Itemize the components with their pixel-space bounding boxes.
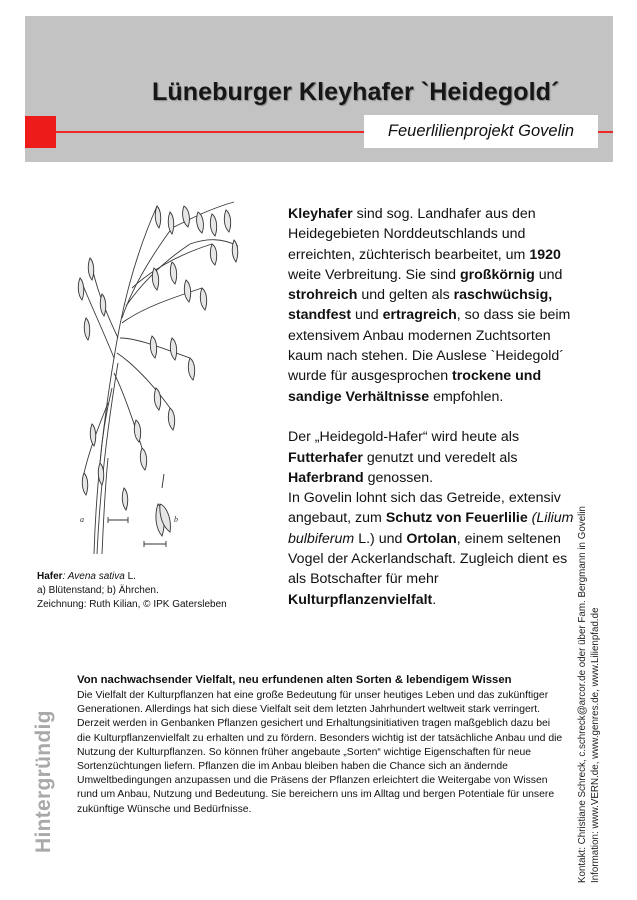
contact-line: Kontakt: Christiane Schreck, c.schreck@arcor.de oder über Fam. Bergmann in Govelin bbox=[577, 506, 588, 883]
intro-paragraph-2 bbox=[288, 427, 588, 488]
spikelet-detail-b bbox=[156, 474, 170, 536]
caption-species: : Avena sativa bbox=[62, 571, 125, 582]
text-run: Haferbrand bbox=[288, 469, 364, 486]
text-run: strohreich bbox=[288, 287, 358, 304]
text-run: , einem seltenen Vogel der Ackerlandschaft. Zugleich dient es als Botschafter für mehr bbox=[288, 530, 568, 588]
text-run: empfohlen. bbox=[429, 388, 504, 405]
text-run: trockene und sandige Verhältnisse bbox=[288, 368, 542, 405]
caption-author: L. bbox=[124, 571, 136, 582]
text-run: genutzt und veredelt als bbox=[362, 449, 518, 466]
text-run: Futterhafer bbox=[288, 449, 363, 466]
text-run: Kulturpflanzenvielfalt bbox=[288, 591, 433, 608]
label-a: a bbox=[80, 515, 84, 524]
section-label-hintergruendig: Hintergründig bbox=[32, 710, 55, 853]
background-paragraph-1: Die Vielfalt der Kulturpflanzen hat eine große Bedeutung für unser heutiges Leben und das zukünftiger Generationen. Allerdings hat sich diese Vielfalt seit dem letzten Jahrhundert weltweit stark verringert. bbox=[77, 690, 549, 716]
text-run: weite Verbreitung. Sie sind bbox=[288, 266, 460, 283]
page-title: Lüneburger Kleyhafer `Heidegold´ bbox=[152, 78, 560, 106]
oat-spikelets bbox=[78, 206, 237, 510]
intro-text bbox=[288, 204, 588, 610]
text-run: sind sog. Landhafer aus den Heidegebieten Norddeutschlands und erreichten, züchterisch bearbeitet, um bbox=[288, 206, 536, 263]
text-run: großkörnig bbox=[459, 266, 535, 283]
information-line: Information: www.VERN.de, www.genres.de, www.Lilienpfad.de bbox=[590, 607, 601, 883]
text-run: Schutz von Feuerlilie bbox=[385, 510, 528, 527]
text-run: (Lilium bulbiferum bbox=[288, 510, 574, 547]
intro-paragraph-3 bbox=[288, 488, 588, 610]
red-accent-square bbox=[25, 116, 56, 148]
text-run: ertragreich bbox=[382, 307, 457, 324]
intro-paragraph-1 bbox=[288, 204, 588, 407]
figure-caption-line1 bbox=[37, 570, 136, 584]
text-run: raschwüchsig, standfest bbox=[288, 287, 553, 324]
text-run: Kleyhafer bbox=[288, 206, 353, 222]
text-run: L.) und bbox=[354, 530, 407, 547]
text-run: und bbox=[351, 307, 383, 324]
text-run: genossen. bbox=[363, 469, 434, 486]
contact-info bbox=[576, 506, 602, 883]
text-run: In Govelin lohnt sich das Getreide, extensiv angebaut, zum bbox=[288, 490, 561, 527]
background-paragraph-2: Derzeit werden in Genbanken Pflanzen gesichert und Erhaltungsinitiativen tragen maßgeblich dazu bei die Kulturpflanzenvielfalt zu erhalten und zu fördern. Besonders wichtig ist der tatsächliche Anbau und die Nutzung der Kulturpflanzen. So können früher angebaute „Sorten“ wichtige Eigenschaften für neue Sortenzüchtungen liefern. Pflanzen die im Anbau bleiben haben die Chance sich an ändernde Umweltbedingungen anzupassen und die Präsens der Pflanzen erleichtert die Weitergabe von Wissen rund um Anbau, Nutzung und Bedeutung. Sie bereichern uns im Alltag und bergen Potentiale für unsere zukünftige Wünsche und Bedürfnisse. bbox=[77, 718, 563, 815]
project-subtitle: Feuerlilienprojekt Govelin bbox=[364, 115, 598, 148]
background-section-text bbox=[77, 689, 563, 817]
text-run: 1920 bbox=[529, 246, 561, 263]
text-run: Ortolan bbox=[406, 530, 457, 547]
oat-plant-drawing bbox=[62, 188, 242, 566]
background-section-title: Von nachwachsender Vielfalt, neu erfundenen alten Sorten & lebendigem Wissen bbox=[77, 674, 512, 686]
text-run: , so dass sie beim extensivem Anbau modernen Zuchtsorten kaum nach stehen. Die Auslese `Heidegold´ wurde für ausgesprochen bbox=[288, 307, 571, 385]
text-run: Der „Heidegold-Hafer“ wird heute als bbox=[288, 429, 520, 446]
figure-caption-line2: a) Blütenstand; b) Ährchen. bbox=[37, 585, 159, 596]
text-run: und gelten als bbox=[357, 287, 454, 304]
text-run: und bbox=[534, 266, 563, 283]
figure-caption-line3: Zeichnung: Ruth Kilian, © IPK Gatersleben bbox=[37, 599, 227, 610]
caption-bold: Hafer bbox=[37, 571, 63, 582]
label-b: b bbox=[174, 515, 178, 524]
text-run: . bbox=[432, 591, 437, 608]
